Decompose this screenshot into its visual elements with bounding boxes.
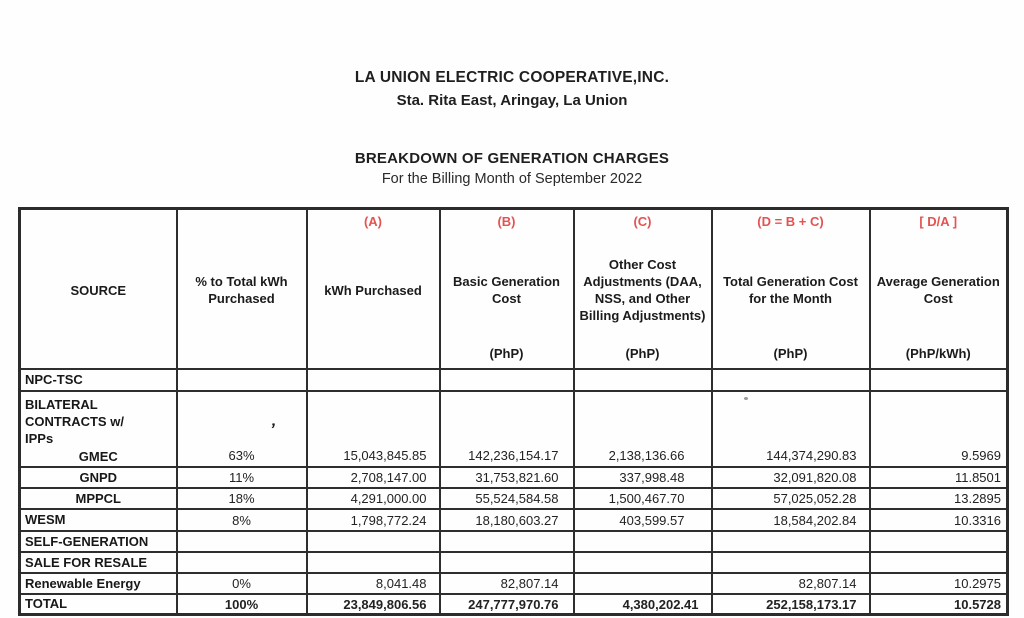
generation-charges-table bbox=[18, 207, 1009, 616]
avg-cost-cell: 13.2895 bbox=[870, 488, 1008, 509]
total-cost-cell bbox=[712, 552, 870, 573]
kwh-cell bbox=[307, 552, 440, 573]
column-unit bbox=[21, 346, 176, 368]
row-total bbox=[20, 594, 1008, 615]
source-group-label: BILATERAL CONTRACTS w/ IPPs bbox=[25, 397, 124, 446]
avg-cost-cell bbox=[870, 369, 1008, 391]
source-cell: MPPCL bbox=[20, 488, 177, 509]
column-unit: (PhP) bbox=[625, 346, 660, 361]
header-cell-average bbox=[870, 209, 1008, 370]
header-cell-pct bbox=[177, 209, 307, 370]
column-label: kWh Purchased bbox=[324, 282, 422, 298]
stray-pen-mark: ’ bbox=[268, 419, 277, 440]
total-cost-cell: 57,025,052.28 bbox=[712, 488, 870, 509]
column-code: [ D/A ] bbox=[919, 214, 958, 229]
total-cost-cell: 82,807.14 bbox=[712, 573, 870, 594]
avg-cost-cell: 10.5728 bbox=[870, 594, 1008, 615]
header-row bbox=[20, 209, 1008, 370]
org-address: Sta. Rita East, Aringay, La Union bbox=[396, 92, 628, 109]
row-renewable-energy bbox=[20, 573, 1008, 594]
column-label: SOURCE bbox=[70, 282, 127, 298]
row-bilateral-ipps-gmec bbox=[20, 391, 1008, 467]
basic-cost-cell bbox=[440, 531, 574, 552]
adjustments-cell bbox=[574, 552, 712, 573]
adjustments-cell: 1,500,467.70 bbox=[574, 488, 712, 509]
adjustments-cell bbox=[574, 531, 712, 552]
source-cell: TOTAL bbox=[20, 594, 177, 615]
header-cell-total bbox=[712, 209, 870, 370]
avg-cost-cell: 11.8501 bbox=[870, 467, 1008, 488]
column-code: (A) bbox=[363, 214, 383, 229]
basic-cost-cell: 247,777,970.76 bbox=[440, 594, 574, 615]
total-cost-cell: 144,374,290.83 bbox=[712, 391, 870, 467]
kwh-cell: 4,291,000.00 bbox=[307, 488, 440, 509]
adjustments-cell: 403,599.57 bbox=[574, 509, 712, 531]
row-npc-tsc bbox=[20, 369, 1008, 391]
source-cell: WESM bbox=[20, 509, 177, 531]
column-label: Basic Generation Cost bbox=[453, 274, 560, 306]
total-cost-cell: 18,584,202.84 bbox=[712, 509, 870, 531]
header-cell-adjustments bbox=[574, 209, 712, 370]
row-wesm bbox=[20, 509, 1008, 531]
source-cell: GNPD bbox=[20, 467, 177, 488]
report-title: BREAKDOWN OF GENERATION CHARGES bbox=[354, 150, 670, 167]
pct-cell: 11% bbox=[177, 467, 307, 488]
kwh-cell: 2,708,147.00 bbox=[307, 467, 440, 488]
pct-cell: 0% bbox=[177, 573, 307, 594]
column-label: % to Total kWh Purchased bbox=[195, 274, 288, 306]
row-mppcl bbox=[20, 488, 1008, 509]
column-code: (B) bbox=[497, 214, 516, 229]
pct-cell: 100% bbox=[177, 594, 307, 615]
source-cell: SALE FOR RESALE bbox=[20, 552, 177, 573]
avg-cost-cell bbox=[870, 552, 1008, 573]
column-unit: (PhP/kWh) bbox=[905, 346, 971, 361]
kwh-cell: 1,798,772.24 bbox=[307, 509, 440, 531]
column-code: (C) bbox=[633, 214, 652, 229]
scan-speck bbox=[744, 397, 748, 400]
basic-cost-cell: 31,753,821.60 bbox=[440, 467, 574, 488]
avg-cost-cell: 10.3316 bbox=[870, 509, 1008, 531]
adjustments-cell bbox=[574, 369, 712, 391]
row-self-generation bbox=[20, 531, 1008, 552]
pct-cell: 8% bbox=[177, 509, 307, 531]
column-unit bbox=[308, 346, 439, 368]
column-code bbox=[178, 210, 306, 234]
basic-cost-cell bbox=[440, 552, 574, 573]
source-cell bbox=[20, 391, 177, 467]
pct-cell bbox=[177, 369, 307, 391]
source-cell: SELF-GENERATION bbox=[20, 531, 177, 552]
column-label: Total Generation Cost for the Month bbox=[723, 274, 858, 306]
kwh-cell: 15,043,845.85 bbox=[307, 391, 440, 467]
pct-cell: 18% bbox=[177, 488, 307, 509]
adjustments-cell: 2,138,136.66 bbox=[574, 391, 712, 467]
header-cell-kwh bbox=[307, 209, 440, 370]
avg-cost-cell: 9.5969 bbox=[870, 391, 1008, 467]
pct-cell bbox=[177, 531, 307, 552]
org-name: LA UNION ELECTRIC COOPERATIVE,INC. bbox=[354, 69, 670, 86]
column-label: Average Generation Cost bbox=[876, 274, 1000, 306]
adjustments-cell: 337,998.48 bbox=[574, 467, 712, 488]
total-cost-cell: 252,158,173.17 bbox=[712, 594, 870, 615]
basic-cost-cell bbox=[440, 369, 574, 391]
column-label: Other Cost Adjustments (DAA, NSS, and Other Billing Adjustments) bbox=[579, 257, 706, 323]
kwh-cell: 8,041.48 bbox=[307, 573, 440, 594]
source-cell: NPC-TSC bbox=[20, 369, 177, 391]
kwh-cell bbox=[307, 531, 440, 552]
header-cell-source bbox=[20, 209, 177, 370]
kwh-cell bbox=[307, 369, 440, 391]
avg-cost-cell bbox=[870, 531, 1008, 552]
kwh-cell: 23,849,806.56 bbox=[307, 594, 440, 615]
column-code: (D = B + C) bbox=[757, 214, 824, 229]
source-sub-label: GMEC bbox=[78, 449, 118, 464]
adjustments-cell bbox=[574, 573, 712, 594]
source-cell: Renewable Energy bbox=[20, 573, 177, 594]
basic-cost-cell: 18,180,603.27 bbox=[440, 509, 574, 531]
row-sale-for-resale bbox=[20, 552, 1008, 573]
avg-cost-cell: 10.2975 bbox=[870, 573, 1008, 594]
column-unit bbox=[178, 346, 306, 368]
row-gnpd bbox=[20, 467, 1008, 488]
basic-cost-cell: 55,524,584.58 bbox=[440, 488, 574, 509]
header-cell-basic bbox=[440, 209, 574, 370]
total-cost-cell: 32,091,820.08 bbox=[712, 467, 870, 488]
column-code bbox=[21, 210, 176, 234]
adjustments-cell: 4,380,202.41 bbox=[574, 594, 712, 615]
total-cost-cell bbox=[712, 531, 870, 552]
pct-cell bbox=[177, 552, 307, 573]
report-period: For the Billing Month of September 2022 bbox=[381, 171, 643, 187]
basic-cost-cell: 142,236,154.17 bbox=[440, 391, 574, 467]
column-unit: (PhP) bbox=[773, 346, 808, 361]
basic-cost-cell: 82,807.14 bbox=[440, 573, 574, 594]
pct-cell: 63% bbox=[177, 391, 307, 467]
column-unit: (PhP) bbox=[489, 346, 524, 361]
total-cost-cell bbox=[712, 369, 870, 391]
